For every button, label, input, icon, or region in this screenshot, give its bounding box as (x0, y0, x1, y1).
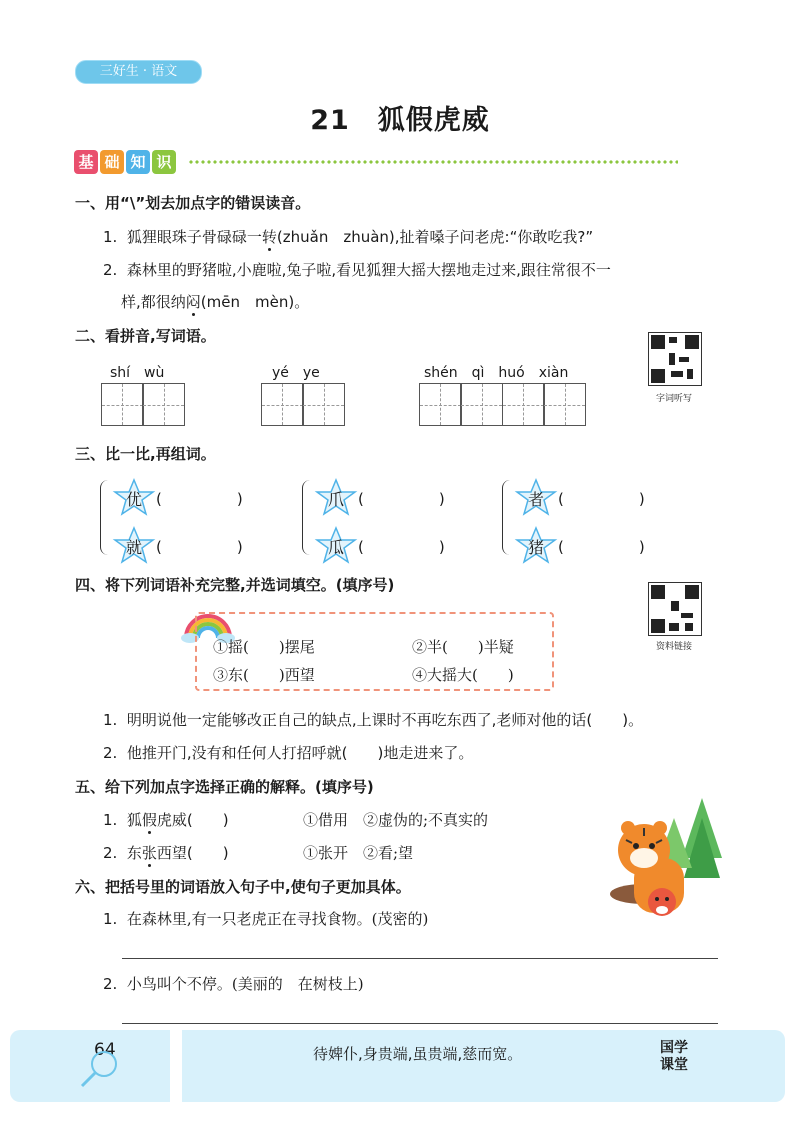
item-text: 虎威( ) (156, 811, 229, 829)
magnifier-icon (78, 1048, 118, 1088)
pinyin-1: shí wù (110, 365, 165, 381)
compare-char: 瓜 (327, 538, 344, 557)
q5-item-1 (103, 809, 229, 830)
grid-cell[interactable] (460, 383, 503, 426)
dotted-char: 闷 (185, 293, 201, 311)
q1-item-2 (103, 259, 611, 280)
page-footer (10, 1030, 785, 1105)
page-number: 64 (94, 1040, 116, 1060)
item-text: 东 (126, 844, 142, 862)
q1-item-1 (103, 226, 593, 247)
compare-char: 爪 (327, 490, 344, 509)
dotted-char: 转 (261, 228, 277, 246)
brand-line: 国学 (660, 1040, 688, 1056)
badge-char: 基 (74, 150, 98, 174)
answer-blank[interactable]: ( ) (558, 538, 645, 556)
lesson-title: 21 狐假虎威 (310, 105, 490, 136)
qr-code-icon[interactable] (648, 582, 702, 636)
badge-char: 础 (100, 150, 124, 174)
item-text: 狐狸眼珠子骨碌碌一 (126, 228, 262, 246)
footer-right-panel (182, 1030, 785, 1102)
q1-heading: 一、用“\”划去加点字的错误读音。 (75, 194, 311, 212)
dotted-char: 张 (141, 844, 157, 862)
q1-item-2-cont (121, 291, 309, 312)
item-text: 狐 (126, 811, 142, 829)
q4-heading: 四、将下列词语补充完整,并选词填空。(填序号) (75, 576, 395, 594)
option-1: ①摇( )摆尾 (213, 638, 315, 656)
grid-cell[interactable] (101, 383, 144, 426)
footer-quote: 待婢仆,身贵端,虽贵端,慈而宽。 (313, 1045, 523, 1063)
answer-line-1[interactable] (122, 958, 718, 959)
tiger-fox-illustration (604, 798, 722, 930)
item-number: 1. (103, 910, 118, 928)
item-text: 小鸟叫个不停。(美丽的 在树枝上) (126, 975, 364, 993)
qr-caption: 资料链接 (655, 642, 692, 652)
grid-cell[interactable] (419, 383, 462, 426)
compare-char: 优 (125, 490, 142, 509)
q6-item-1 (103, 908, 428, 929)
grid-cell[interactable] (543, 383, 586, 426)
item-text: (mēn mèn)。 (200, 293, 310, 311)
option-2: ②半( )半疑 (412, 638, 514, 656)
compare-char: 就 (125, 538, 142, 557)
brace-icon (302, 480, 313, 555)
item-text: 森林里的野猪啦,小鹿啦,兔子啦,看见狐狸大摇大摆地走过来,跟往常很不一 (126, 261, 611, 279)
compare-char: 猪 (527, 538, 544, 557)
q5-options-2: ①张开 ②看;望 (303, 844, 414, 862)
section-badge (74, 150, 176, 174)
grid-cell[interactable] (261, 383, 304, 426)
item-text: (zhuǎn zhuàn),扯着嗓子问老虎:“你敢吃我?” (276, 228, 594, 246)
writing-grid-1[interactable] (102, 383, 185, 426)
brace-icon (502, 480, 513, 555)
item-number: 1. (103, 228, 118, 246)
item-text: 样,都很纳 (121, 293, 186, 311)
q4-item-1 (103, 709, 643, 730)
dotted-char: 假 (141, 811, 157, 829)
pinyin-2: yé ye (272, 365, 320, 381)
item-text: 在森林里,有一只老虎正在寻找食物。(茂密的) (126, 910, 429, 928)
qr-code-icon[interactable] (648, 332, 702, 386)
q6-heading: 六、把括号里的词语放入句子中,使句子更加具体。 (75, 878, 411, 896)
item-number: 1. (103, 811, 118, 829)
q5-options-1: ①借用 ②虚伪的;不真实的 (303, 811, 489, 829)
q3-heading: 三、比一比,再组词。 (75, 445, 216, 463)
answer-blank[interactable]: ( ) (156, 490, 243, 508)
item-number: 2. (103, 744, 118, 762)
badge-char: 知 (126, 150, 150, 174)
badge-char: 识 (152, 150, 176, 174)
q4-item-2 (103, 742, 473, 763)
grid-cell[interactable] (142, 383, 185, 426)
brace-icon (100, 480, 111, 555)
q2-heading: 二、看拼音,写词语。 (75, 327, 216, 345)
qr-caption: 字词听写 (655, 394, 692, 404)
item-number: 2. (103, 844, 118, 862)
q5-item-2 (103, 842, 229, 863)
option-4: ④大摇大( ) (412, 666, 514, 684)
item-number: 2. (103, 975, 118, 993)
q5-heading: 五、给下列加点字选择正确的解释。(填序号) (75, 778, 374, 796)
dotted-divider (188, 160, 678, 164)
answer-blank[interactable]: ( ) (358, 538, 445, 556)
answer-blank[interactable]: ( ) (558, 490, 645, 508)
grid-cell[interactable] (502, 383, 545, 426)
item-number: 1. (103, 711, 118, 729)
compare-char: 者 (527, 490, 544, 509)
writing-grid-2[interactable] (262, 383, 345, 426)
answer-blank[interactable]: ( ) (156, 538, 243, 556)
item-text: 他推开门,没有和任何人打招呼就( )地走进来了。 (126, 744, 474, 762)
answer-blank[interactable]: ( ) (358, 490, 445, 508)
brand-line: 课堂 (660, 1057, 688, 1073)
writing-grid-3[interactable] (420, 383, 586, 426)
brand-label (660, 1040, 688, 1074)
subject-tag: 三好生 · 语文 (75, 60, 202, 84)
pinyin-3: shén qì huó xiàn (424, 365, 569, 381)
q6-item-2 (103, 973, 364, 994)
answer-line-2[interactable] (122, 1023, 718, 1024)
grid-cell[interactable] (302, 383, 345, 426)
item-number: 2. (103, 261, 118, 279)
item-text: 明明说他一定能够改正自己的缺点,上课时不再吃东西了,老师对他的话( )。 (126, 711, 644, 729)
item-text: 西望( ) (156, 844, 229, 862)
option-3: ③东( )西望 (213, 666, 315, 684)
